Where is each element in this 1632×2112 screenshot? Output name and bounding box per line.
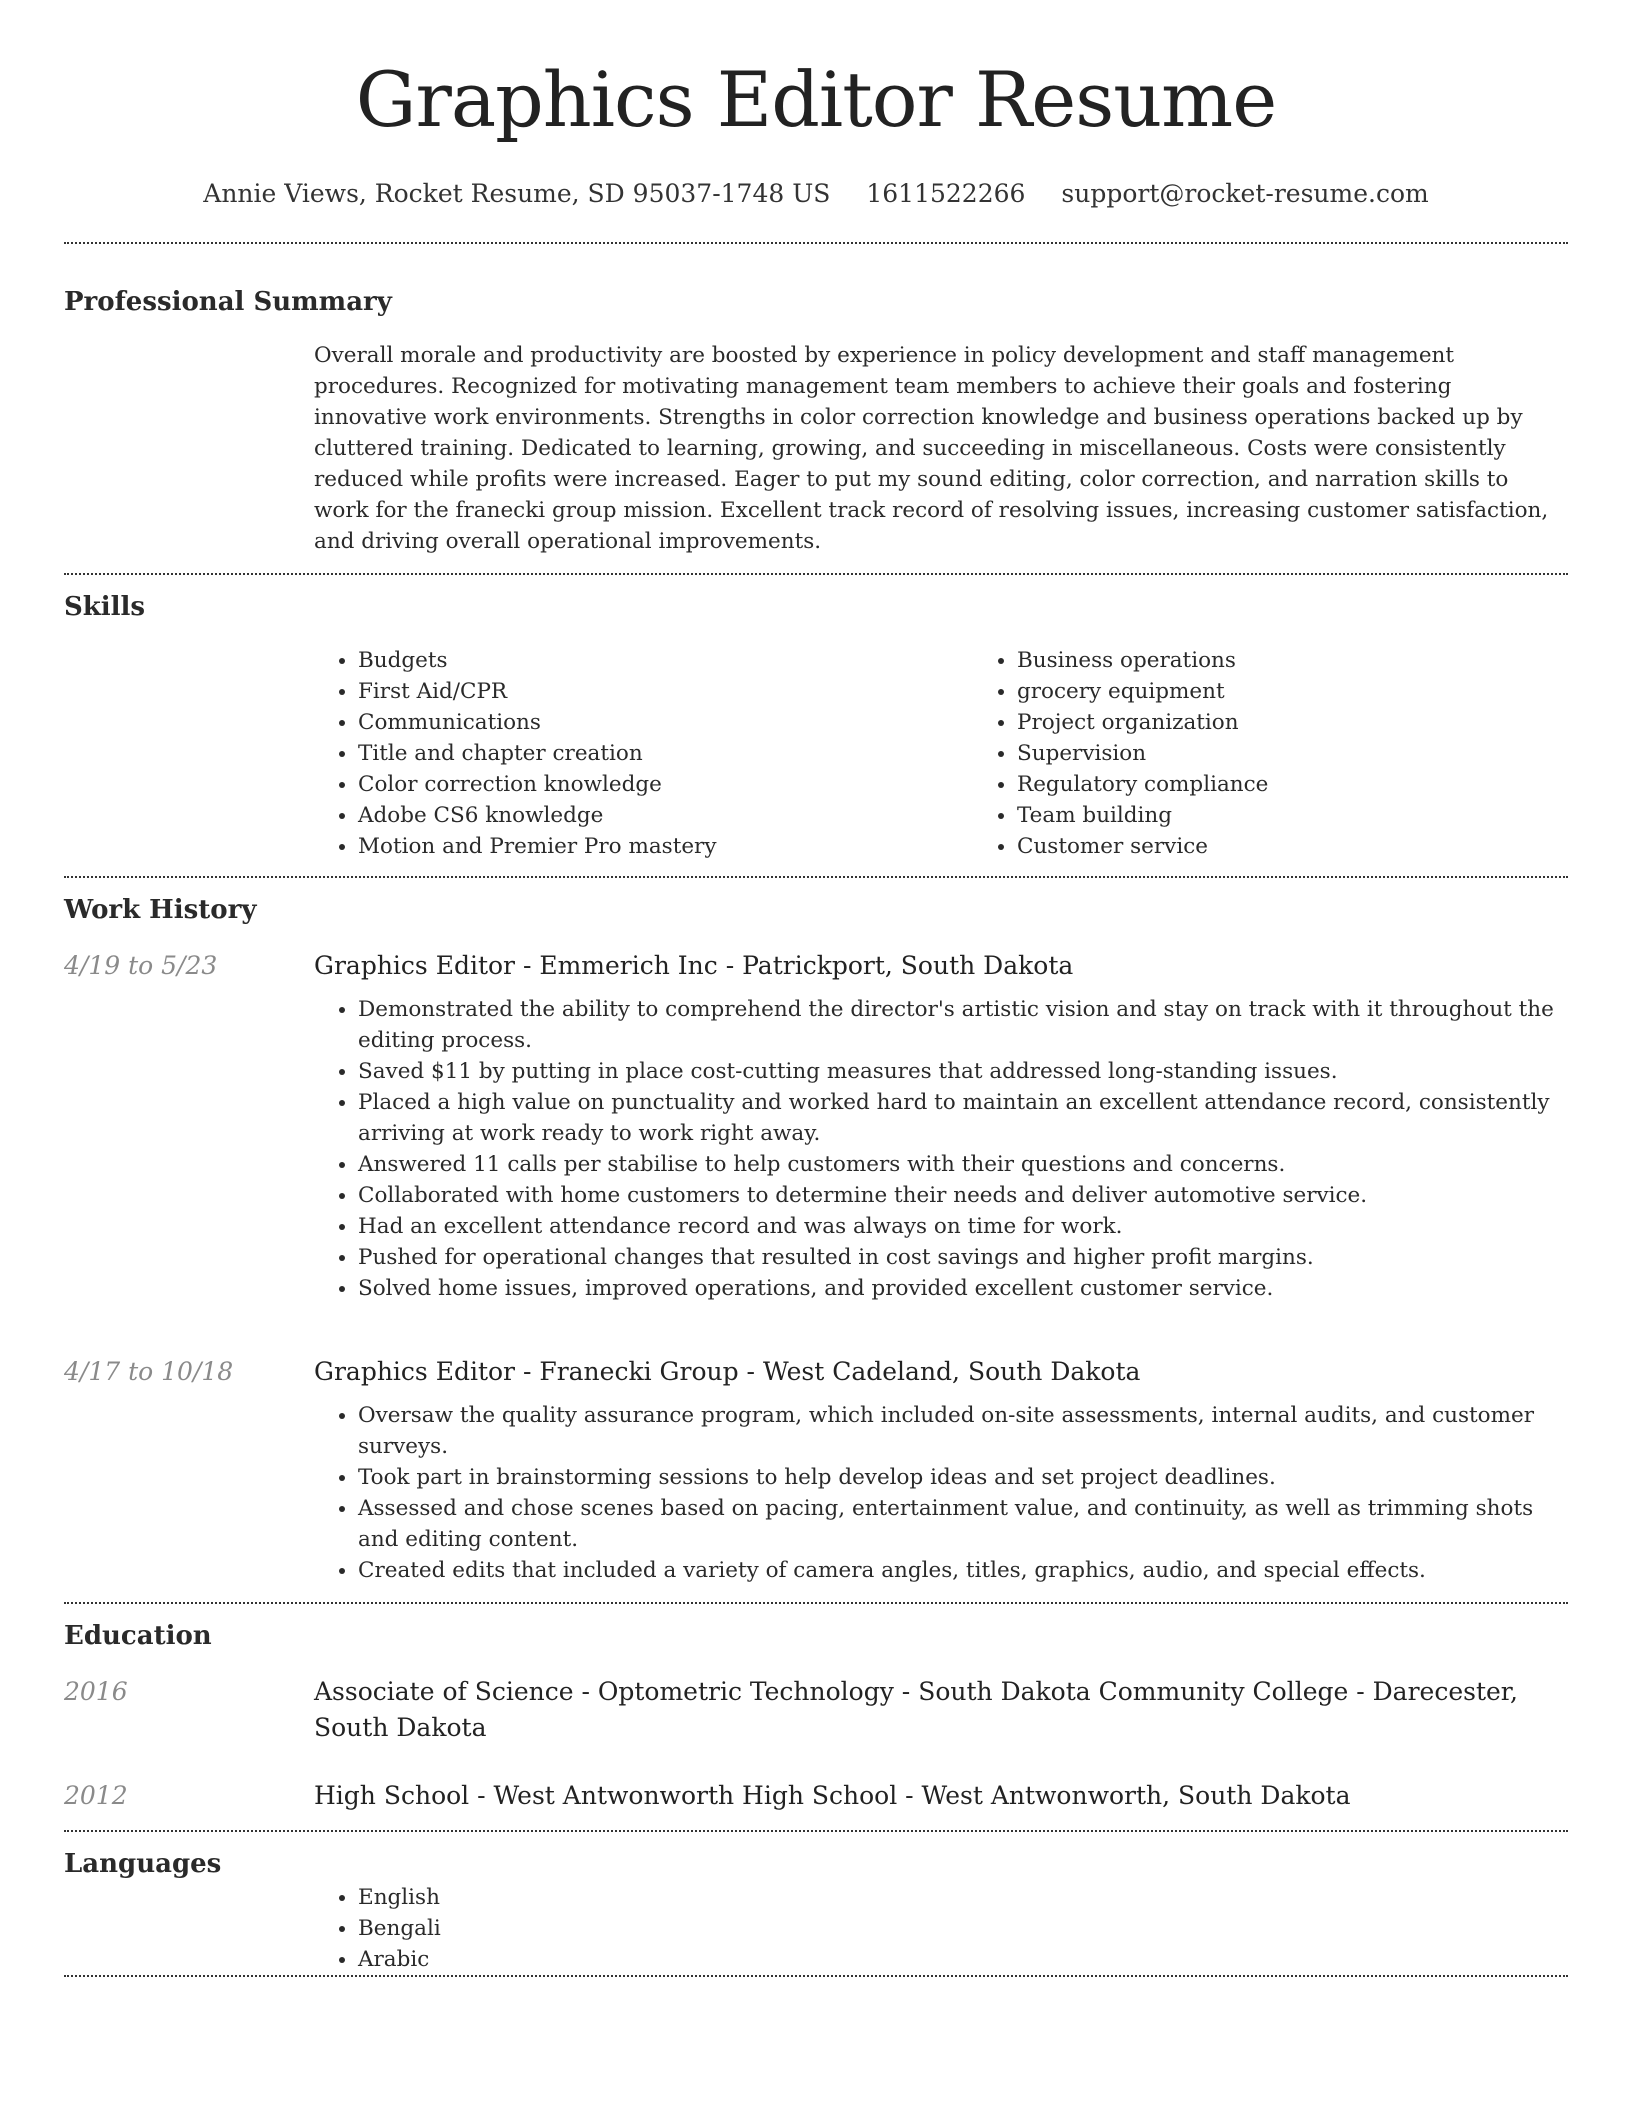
skill-item: • Communications bbox=[358, 707, 973, 738]
job-bullet: • Solved home issues, improved operations, and provided excellent customer service. bbox=[358, 1273, 1568, 1304]
skills-heading: Skills bbox=[64, 592, 146, 622]
skill-item: • Customer service bbox=[1017, 831, 1632, 862]
contact-email: support@rocket-resume.com bbox=[1061, 179, 1429, 208]
languages-heading: Languages bbox=[64, 1849, 222, 1879]
work-history-heading: Work History bbox=[64, 895, 257, 925]
job-entry bbox=[64, 948, 1568, 1334]
contact-address: Annie Views, Rocket Resume, SD 95037-1748 US bbox=[203, 179, 831, 208]
job-title: Graphics Editor - Franecki Group - West Cadeland, South Dakota bbox=[314, 1357, 1141, 1386]
job-bullet: • Pushed for operational changes that resulted in cost savings and higher profit margins. bbox=[358, 1242, 1568, 1273]
job-entry bbox=[64, 1354, 1568, 1602]
job-dates: 4/17 to 10/18 bbox=[64, 1357, 234, 1386]
job-bullet: • Oversaw the quality assurance program, which included on-site assessments, internal audits, and customer surveys. bbox=[358, 1400, 1568, 1462]
education-entry bbox=[64, 1674, 1568, 1746]
job-bullet: • Placed a high value on punctuality and worked hard to maintain an excellent attendance record, consistently arriving at work ready to work right away. bbox=[358, 1087, 1568, 1149]
job-bullet: • Collaborated with home customers to determine their needs and deliver automotive service. bbox=[358, 1180, 1568, 1211]
skill-item: • grocery equipment bbox=[1017, 676, 1632, 707]
job-bullet: • Demonstrated the ability to comprehend the director's artistic vision and stay on track with it throughout the editing process. bbox=[358, 994, 1568, 1056]
job-bullet: • Took part in brainstorming sessions to help develop ideas and set project deadlines. bbox=[358, 1462, 1568, 1493]
resume-title: Graphics Editor Resume bbox=[355, 55, 1277, 144]
job-bullet: • Created edits that included a variety of camera angles, titles, graphics, audio, and special effects. bbox=[358, 1555, 1568, 1586]
education-heading: Education bbox=[64, 1621, 212, 1651]
job-dates: 4/19 to 5/23 bbox=[64, 951, 218, 980]
job-bullets bbox=[314, 994, 1568, 1304]
education-section bbox=[64, 1604, 1568, 1814]
language-item: • Bengali bbox=[358, 1913, 1568, 1944]
section-divider bbox=[64, 1975, 1568, 1977]
job-bullet: • Answered 11 calls per stabilise to help customers with their questions and concerns. bbox=[358, 1149, 1568, 1180]
education-year: 2016 bbox=[64, 1677, 128, 1706]
skill-item: • Regulatory compliance bbox=[1017, 769, 1632, 800]
skill-item: • Color correction knowledge bbox=[358, 769, 973, 800]
education-entry bbox=[64, 1778, 1568, 1814]
skills-list-left bbox=[314, 645, 973, 862]
summary-heading: Professional Summary bbox=[64, 287, 392, 317]
skill-item: • Adobe CS6 knowledge bbox=[358, 800, 973, 831]
language-item: • English bbox=[358, 1882, 1568, 1913]
languages-list bbox=[314, 1882, 1568, 1975]
education-year: 2012 bbox=[64, 1781, 128, 1810]
job-bullets bbox=[314, 1400, 1568, 1586]
job-bullet: • Saved $11 by putting in place cost-cutting measures that addressed long-standing issues. bbox=[358, 1056, 1568, 1087]
work-history-section bbox=[64, 878, 1568, 1602]
skill-item: • Motion and Premier Pro mastery bbox=[358, 831, 973, 862]
job-title: Graphics Editor - Emmerich Inc - Patrickport, South Dakota bbox=[314, 951, 1074, 980]
skills-list-right bbox=[973, 645, 1632, 862]
skill-item: • Title and chapter creation bbox=[358, 738, 973, 769]
education-detail: High School - West Antwonworth High School - West Antwonworth, South Dakota bbox=[314, 1781, 1351, 1810]
skills-section bbox=[64, 575, 1568, 876]
skill-item: • Budgets bbox=[358, 645, 973, 676]
skill-item: • Team building bbox=[1017, 800, 1632, 831]
education-detail: Associate of Science - Optometric Technology - South Dakota Community College - Darecester, South Dakota bbox=[314, 1677, 1518, 1742]
contact-phone: 1611522266 bbox=[866, 179, 1026, 208]
skill-item: • Business operations bbox=[1017, 645, 1632, 676]
skill-item: • First Aid/CPR bbox=[358, 676, 973, 707]
language-item: • Arabic bbox=[358, 1944, 1568, 1975]
contact-line bbox=[64, 176, 1568, 212]
skill-item: • Project organization bbox=[1017, 707, 1632, 738]
job-bullet: • Had an excellent attendance record and was always on time for work. bbox=[358, 1211, 1568, 1242]
summary-section bbox=[64, 244, 1568, 573]
summary-text: Overall morale and productivity are boosted by experience in policy development and staff management procedures. Recognized for motivating management team members to achieve their goals and fostering innovative work environments. Strengths in color correction knowledge and business operations backed up by cluttered training. Dedicated to learning, growing, and succeeding in miscellaneous. Costs were consistently reduced while profits were increased. Eager to put my sound editing, color correction, and narration skills to work for the franecki group mission. Excellent track record of resolving issues, increasing customer satisfaction, and driving overall operational improvements. bbox=[314, 343, 1549, 554]
languages-section bbox=[64, 1832, 1568, 1975]
skill-item: • Supervision bbox=[1017, 738, 1632, 769]
job-bullet: • Assessed and chose scenes based on pacing, entertainment value, and continuity, as well as trimming shots and editing content. bbox=[358, 1493, 1568, 1555]
